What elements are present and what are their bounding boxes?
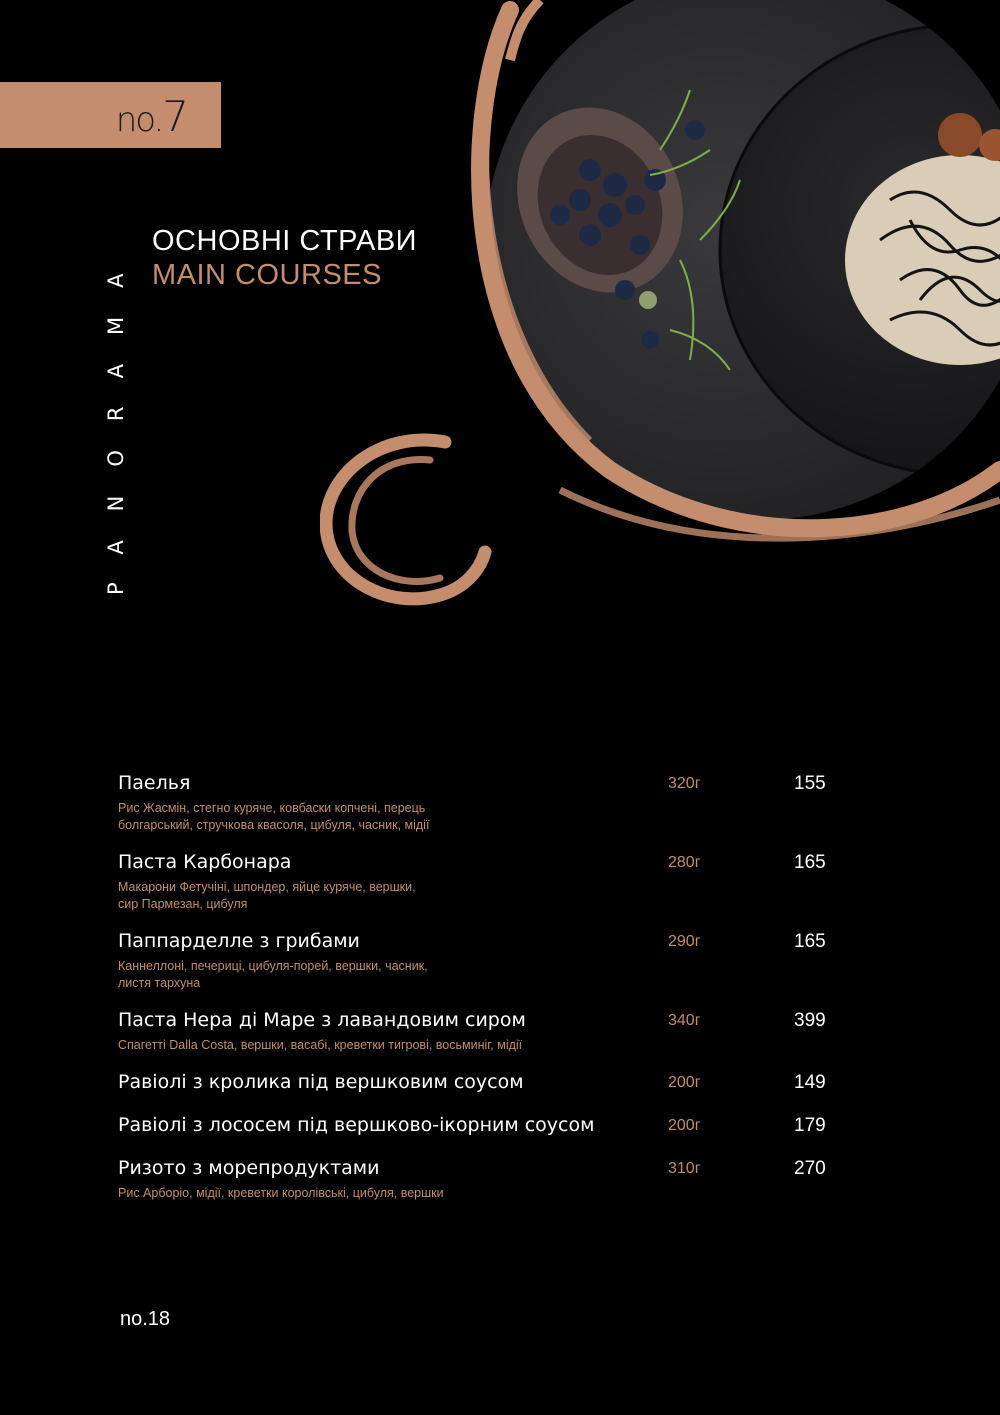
menu-item-price: 165 xyxy=(794,931,826,952)
menu-item-row xyxy=(118,1155,838,1185)
menu-item xyxy=(118,1069,838,1099)
menu-item-name: Паппарделле з грибами xyxy=(118,930,360,952)
menu-item-weight: 200г xyxy=(668,1117,701,1134)
menu-item-name: Ризото з морепродуктами xyxy=(118,1157,380,1179)
menu-item xyxy=(118,928,838,992)
menu-item-row xyxy=(118,1069,838,1099)
menu-item-description-line: сир Пармезан, цибуля xyxy=(118,897,248,911)
menu-item-weight: 340г xyxy=(668,1012,701,1029)
menu-item-name: Равіолі з лососем під вершково-ікорним соусом xyxy=(118,1114,595,1136)
menu-item-row xyxy=(118,928,838,958)
menu-item-description-line: болгарський, стручкова квасоля, цибуля, часник, мідії xyxy=(118,818,430,832)
menu-item xyxy=(118,1007,838,1054)
menu-item-row xyxy=(118,770,838,800)
menu-item-row xyxy=(118,1112,838,1142)
menu-item-price: 399 xyxy=(794,1010,826,1031)
menu-item-price: 270 xyxy=(794,1158,826,1179)
menu-item-weight: 200г xyxy=(668,1074,701,1091)
menu-list xyxy=(118,770,838,1217)
section-number-prefix: no. xyxy=(115,100,163,140)
menu-item xyxy=(118,1155,838,1202)
menu-item-price: 149 xyxy=(794,1072,826,1093)
brand-vertical-text: PANORAMA xyxy=(104,244,128,595)
menu-item-description xyxy=(118,879,538,913)
menu-item-row xyxy=(118,849,838,879)
menu-item-price: 165 xyxy=(794,852,826,873)
menu-item-row xyxy=(118,1007,838,1037)
menu-item-weight: 280г xyxy=(668,854,701,871)
section-title-ua: ОСНОВНІ СТРАВИ xyxy=(152,225,418,257)
menu-item xyxy=(118,1112,838,1142)
page-number: no.18 xyxy=(120,1308,171,1330)
photo-content xyxy=(440,0,1000,560)
menu-item-description-line: Рис Арборіо, мідії, креветки королівські, цибуля, вершки xyxy=(118,1186,444,1200)
menu-item-description xyxy=(118,958,538,992)
section-number-tab xyxy=(0,82,221,148)
menu-item-price: 155 xyxy=(794,773,826,794)
menu-item xyxy=(118,770,838,834)
brush-circle-decoration xyxy=(320,430,500,610)
menu-item-description-line: Каннеллоні, печериці, цибуля-порей, вершки, часник, xyxy=(118,959,428,973)
menu-item-weight: 320г xyxy=(668,775,701,792)
menu-item-name: Паста Карбонара xyxy=(118,851,292,873)
menu-item-description xyxy=(118,800,538,834)
menu-item-weight: 290г xyxy=(668,933,701,950)
menu-item-description-line: листя тархуна xyxy=(118,976,201,990)
menu-item-description-line: Макарони Фетучіні, шпондер, яйце куряче, вершки, xyxy=(118,880,416,894)
menu-item-price: 179 xyxy=(794,1115,826,1136)
menu-item xyxy=(118,849,838,913)
section-title-en: MAIN COURSES xyxy=(152,259,382,291)
menu-item-name: Паста Нера ді Маре з лавандовим сиром xyxy=(118,1009,526,1031)
menu-item-description xyxy=(118,1037,538,1054)
menu-item-description xyxy=(118,1185,538,1202)
section-number-label xyxy=(116,92,187,141)
menu-item-name: Равіолі з кролика під вершковим соусом xyxy=(118,1071,524,1093)
menu-item-description-line: Рис Жасмін, стегно куряче, ковбаски копчені, перець xyxy=(118,801,426,815)
menu-item-weight: 310г xyxy=(668,1160,701,1177)
section-number-value: 7 xyxy=(162,92,187,141)
menu-item-description-line: Спагетті Dalla Costa, вершки, васабі, креветки тигрові, восьминіг, мідії xyxy=(118,1038,523,1052)
dish-photo xyxy=(440,0,1000,560)
menu-item-name: Паелья xyxy=(118,772,191,794)
